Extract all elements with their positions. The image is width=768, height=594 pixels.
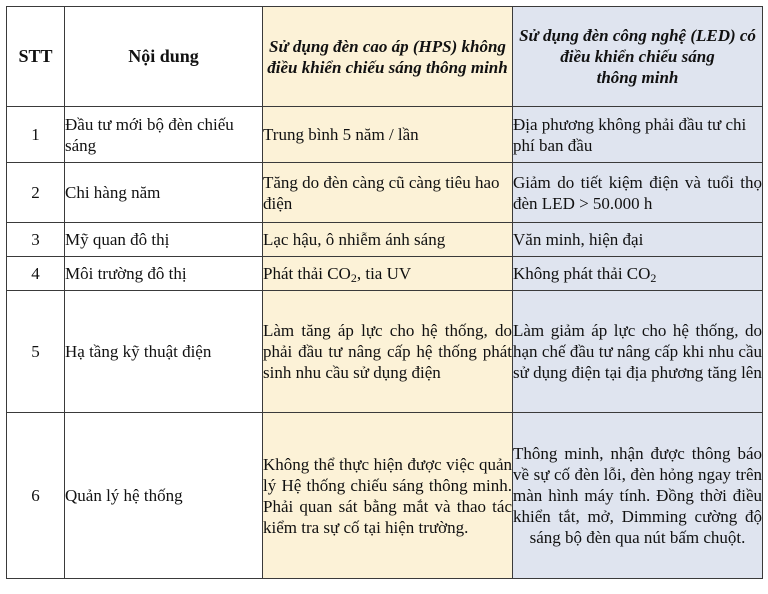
table-row [7,223,763,257]
hps-subscript: 2 [350,271,357,285]
led-subscript: 2 [650,271,657,285]
table-row [7,163,763,223]
row-content: Quản lý hệ thống [65,413,263,579]
row-led-cell [513,257,763,291]
header-led-line2: thông minh [596,68,679,87]
row-hps-cell: Trung bình 5 năm / lần [263,107,513,163]
row-hps-cell: Lạc hậu, ô nhiễm ánh sáng [263,223,513,257]
header-content: Nội dung [65,7,263,107]
table-row [7,107,763,163]
row-content: Chi hàng năm [65,163,263,223]
row-led-cell: Thông minh, nhận được thông báo về sự cố đèn lỗi, đèn hỏng ngay trên màn hình máy tính. Đồng thời điều khiển tắt, mở, Dimming cường độ sáng bộ đèn qua nút bấm chuột. [513,413,763,579]
row-number: 6 [7,413,65,579]
table-header-row [7,7,763,107]
row-led-cell: Văn minh, hiện đại [513,223,763,257]
row-led-cell: Địa phương không phải đầu tư chi phí ban đầu [513,107,763,163]
row-number: 3 [7,223,65,257]
table-row [7,291,763,413]
table-row [7,413,763,579]
header-hps: Sử dụng đèn cao áp (HPS) không điều khiển chiếu sáng thông minh [263,7,513,107]
row-led-cell: Giảm do tiết kiệm điện và tuổi thọ đèn LED > 50.000 h [513,163,763,223]
table-row [7,257,763,291]
row-hps-cell: Không thể thực hiện được việc quản lý Hệ thống chiếu sáng thông minh. Phải quan sát bằng mắt và thao tác kiểm tra sự cố tại hiện trường. [263,413,513,579]
row-hps-cell [263,257,513,291]
header-led [513,7,763,107]
row-hps-cell: Tăng do đèn càng cũ càng tiêu hao điện [263,163,513,223]
row-hps-cell: Làm tăng áp lực cho hệ thống, do phải đầu tư nâng cấp hệ thống phát sinh nhu cầu sử dụng điện [263,291,513,413]
row-led-cell: Làm giảm áp lực cho hệ thống, do hạn chế đầu tư nâng cấp khi nhu cầu sử dụng điện tại địa phương tăng lên [513,291,763,413]
header-led-line1: Sử dụng đèn công nghệ (LED) có điều khiển chiếu sáng [519,26,756,66]
row-number: 4 [7,257,65,291]
hps-text-after: , tia UV [356,264,412,283]
header-stt: STT [7,7,65,107]
row-content: Đầu tư mới bộ đèn chiếu sáng [65,107,263,163]
comparison-table [6,6,763,579]
row-content: Môi trường đô thị [65,257,263,291]
row-number: 2 [7,163,65,223]
row-number: 5 [7,291,65,413]
row-content: Hạ tầng kỹ thuật điện [65,291,263,413]
led-text-before: Không phát thải CO [513,264,651,283]
hps-text-before: Phát thải CO [263,264,351,283]
row-number: 1 [7,107,65,163]
row-content: Mỹ quan đô thị [65,223,263,257]
